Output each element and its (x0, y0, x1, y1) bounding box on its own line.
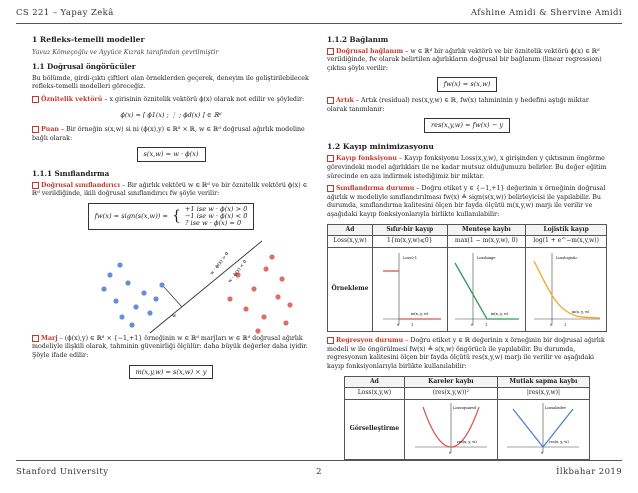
tick-label: 1 (485, 322, 488, 327)
loss-text: – Kayıp fonksiyonu Loss(x,y,w), x girişinden y çıktısının öngörme görevindeki model ağırlıkları ile ne kadar mutsuz olduğumuzu belirler. Bu değer eğitim sürecinde en aza indirmek istediğimiz bir miktar. (327, 155, 607, 180)
scatter-point (147, 310, 152, 315)
residual-formula: res(x,y,w) = fw(x) − y (327, 118, 607, 133)
classifier-paragraph (32, 182, 310, 199)
left-column (32, 36, 310, 384)
table-cell: (res(x,y,w))² (405, 388, 498, 400)
feature-keyword: Öznitelik vektörü (41, 95, 103, 103)
plot-cell (497, 399, 590, 460)
section-title: 1 Refleks-temelli modeller (32, 35, 145, 44)
residual-keyword: Artık (336, 96, 354, 104)
bullet-square-icon (327, 48, 334, 55)
tick-label: 1 (564, 322, 567, 327)
table-header: Kareler kaybı (405, 376, 498, 388)
negative-region-label: w · ϕ(x) < 0 (227, 259, 249, 284)
weight-label: w (172, 312, 177, 319)
bullet-square-icon (32, 126, 39, 133)
case-pos: +1 ise w · ϕ(x) > 0 (184, 204, 248, 213)
subsubsection-title: 1.1.1 Sınıflandırma (32, 168, 110, 178)
plot-axis-label: m(x, y, w) (410, 311, 429, 316)
table-header: Ad (344, 376, 404, 388)
feature-paragraph (32, 96, 310, 105)
tick-label: 0 (448, 450, 452, 455)
bullet-square-icon (327, 337, 334, 344)
tick-label: 0 (471, 322, 474, 327)
table-cell: max(1 − m(x,y,w), 0) (447, 236, 526, 248)
table-header: Sıfır-bir kayıp (372, 224, 447, 236)
tick-label: 1 (410, 322, 414, 327)
scatter-point (141, 290, 146, 295)
table-cell: |res(x,y,w)| (497, 388, 590, 400)
classifier-formula: fw(x) = sign(s(x,w)) = { +1 ise w · ϕ(x) > 0 −1 ise w · ϕ(x) < 0 ? ise w · ϕ(x) = 0 (32, 203, 310, 230)
classifier-scatter-plot (32, 235, 310, 335)
feature-text: – x girisinin öznitelik vektörü ϕ(x) olarak not edilir ve şöyledir: (102, 95, 305, 103)
scatter-point (117, 262, 122, 267)
scatter-point (107, 272, 112, 277)
plot-title: Loss0-1 (402, 255, 417, 260)
bullet-square-icon (32, 182, 39, 189)
loss-keyword: Kayıp fonksiyonu (336, 155, 398, 163)
page-header (10, 8, 628, 22)
case-neg: −1 ise w · ϕ(x) < 0 (184, 211, 248, 220)
scatter-point (255, 328, 260, 333)
intro-text: Bu bölümde, girdi-çıktı çiftleri olan örneklerden geçerek, deneyim ile geliştirilebilecek refleks-temelli modelleri göreceğiz. (32, 74, 309, 91)
scatter-point (261, 314, 266, 319)
score-keyword: Puan (41, 126, 59, 134)
residual-text: – Artık (residual) res(x,y,w) ∈ ℝ, fw(x) tahmininin y hedefini aştığı miktar olarak tanımlanır: (327, 96, 589, 113)
bullet-square-icon (32, 335, 39, 342)
margin-text: – (ϕ(x),y) ∈ ℝᵈ × {−1,+1} örneğinin w ∈ ℝᵈ marjları w ∈ ℝᵈ doğrusal ağırlık modeliyle ilişkili olarak, tahminin güvenirliği ölçülür: daha büyük değerler daha iyidir. Şöyle ifade edilir: (32, 334, 308, 359)
classification-case-keyword: Sınıflandırma durumu (336, 185, 415, 193)
row-label: Görselleştirme (344, 399, 404, 460)
weight-arrow (164, 287, 182, 307)
plot-axis-label: res(x, y, w) (456, 439, 477, 444)
table-cell: Loss(x,y,w) (328, 236, 373, 248)
regression-loss-table (344, 376, 590, 461)
scatter-point (113, 298, 118, 303)
plot-cell (447, 247, 526, 332)
plot-title: Losssquared (452, 405, 476, 410)
subsubsection-title: 1.1.2 Bağlanım (327, 35, 389, 44)
score-paragraph (32, 126, 310, 143)
table-cell: 1{m(x,y,w)⩽0} (372, 236, 447, 248)
margin-formula: m(x,y,w) = s(x,w) × y (32, 365, 310, 380)
regression-keyword: Doğrusal bağlanım (336, 47, 404, 55)
zero-one-loss-plot (377, 249, 443, 327)
regression-case-keyword: Regresyon durumu (336, 337, 404, 345)
classifier-keyword: Doğrusal sınıflandırıcı (41, 181, 121, 189)
plot-title: Losshinge (477, 255, 496, 260)
bullet-square-icon (327, 185, 334, 192)
tick-label: 0 (396, 322, 400, 327)
table-cell: log(1 + e^−m(x,y,w)) (526, 236, 607, 248)
tick-label: 0 (550, 322, 553, 327)
classification-case-text: – Doğru etiket y ∈ {−1,+1} değerinin x örneğinin doğrusal ağırlık w modeliyle sınıflandırılması fw(x) ≜ sign(s(x,w)) belirleyicisi ile yapılabilir. Bu durumda, sınıflandırma kalitesini ölçen bir fayda ölçütü m(x,y,w) marjı ile verilir ve aşağıdaki kayıp fonksiyonlarıyla birlikte kullanılabilir: (327, 185, 606, 218)
table-cell: Loss(x,y,w) (344, 388, 404, 400)
logistic-loss-plot (530, 249, 602, 327)
footer-left: Stanford University (16, 467, 109, 477)
case-zero: ? ise w · ϕ(x) = 0 (184, 218, 242, 227)
scatter-point (125, 280, 130, 285)
score-formula: s(x,w) = w · ϕ(x) (32, 147, 310, 162)
classification-case-paragraph (327, 185, 607, 219)
regression-text: – w ∈ ℝᵈ bir ağırlık vektörü ve bir öznitelik vektörü ϕ(x) ∈ ℝᵈ verildiğinde, fw olarak belirtilen ağırlıkların doğrusal bir bağlanım (linear regression) çıktısı şöyle verilir: (327, 47, 602, 72)
byline: Yavuz Kömeçoğlu ve Ayyüce Kızrak tarafından çevrilmiştir (32, 48, 219, 56)
regression-case-text: – Doğru etiket y ∈ ℝ değerinin x örneğinin bir doğrusal ağırlık modeli w ile öngörülmesi fw(x) ≜ s(x,w) öngörücü ile yapılabilir. Bu durumda, regresyonun kalitesini ölçen bir fayda ölçütü res(x,y,w) marjı ile verilir ve aşağıdaki kayıp fonksiyonlarıyla birlikte kullanılabilir: (327, 337, 605, 371)
classification-loss-table (327, 224, 607, 333)
scatter-point (153, 296, 158, 301)
table-header: Lojistik kayıp (526, 224, 607, 236)
scatter-point (159, 282, 164, 287)
scatter-point (101, 286, 106, 291)
scatter-point (279, 276, 284, 281)
section-title: 1.2 Kayıp minimizasyonu (327, 141, 434, 151)
plot-axis-label: m(x, y, w) (572, 309, 590, 314)
scatter-point (275, 294, 280, 299)
plot-cell (372, 247, 447, 332)
plot-title: Lossabsdev (545, 405, 567, 410)
regression-paragraph (327, 48, 607, 74)
margin-paragraph (32, 335, 310, 361)
right-column (327, 36, 607, 460)
header-rule (16, 23, 622, 24)
positive-region-label: w · ϕ(x) > 0 (209, 251, 231, 276)
residual-paragraph (327, 97, 607, 114)
scatter-point (287, 302, 292, 307)
bullet-square-icon (32, 96, 39, 103)
scatter-point (243, 306, 248, 311)
plot-title: Losslogistic (556, 255, 578, 260)
plot-axis-label: m(x, y, w) (491, 311, 509, 316)
feature-formula: ϕ(x) = [ ϕ1(x) ; ⋮ ; ϕd(x) ] ∈ ℝᵈ (120, 110, 222, 119)
page-number: 2 (316, 467, 322, 477)
scatter-point (227, 296, 232, 301)
scatter-point (263, 266, 268, 271)
row-label: Örnekleme (328, 247, 373, 332)
plot-cell (526, 247, 607, 332)
classifier-lhs: fw(x) = sign(s(x,w)) = (94, 211, 168, 220)
loss-paragraph (327, 155, 607, 181)
table-header: Ad (328, 224, 373, 236)
header-left: CS 221 – Yapay Zekâ (16, 8, 114, 18)
absolute-deviation-loss-plot (503, 401, 583, 455)
regression-formula: fw(x) = s(x,w) (327, 77, 607, 92)
hinge-loss-plot (451, 249, 521, 327)
tick-label: 0 (541, 450, 544, 455)
scatter-point (133, 304, 138, 309)
plot-axis-label: res(x, y, w) (549, 439, 570, 444)
scatter-point (119, 314, 124, 319)
scatter-point (283, 320, 288, 325)
bullet-square-icon (327, 97, 334, 104)
subsection-title: 1.1 Doğrusal öngörücüler (32, 62, 136, 72)
table-header: Mutlak sapma kaybı (497, 376, 590, 388)
plot-cell (405, 399, 498, 460)
classifier-text: – Bir ağırlık vektörü w ∈ ℝᵈ ve bir öznitelik vektörü ϕ(x) ∈ ℝᵈ verildiğinde, ikili doğrusal sınıflandırıcı fw şöyle verilir: (32, 181, 308, 198)
page-footer (10, 467, 628, 481)
scatter-point (129, 322, 134, 327)
scatter-point (269, 254, 274, 259)
header-right: Afshine Amidi & Shervine Amidi (470, 8, 622, 18)
bullet-square-icon (327, 155, 334, 162)
score-text: – Bir örneğin s(x,w) si ni (ϕ(x),y) ∈ ℝᵈ × ℝ, w ∈ ℝᵈ doğrusal ağırlık modeline bağlı olarak: (32, 126, 305, 142)
margin-keyword: Marj (41, 334, 58, 342)
footer-right: İlkbahar 2019 (556, 467, 622, 477)
scatter-point (251, 286, 256, 291)
regression-case-paragraph (327, 337, 607, 371)
table-header: Menteşe kaybı (447, 224, 526, 236)
decision-boundary (150, 241, 262, 333)
footer-rule (16, 460, 622, 461)
squared-loss-plot (411, 401, 491, 455)
